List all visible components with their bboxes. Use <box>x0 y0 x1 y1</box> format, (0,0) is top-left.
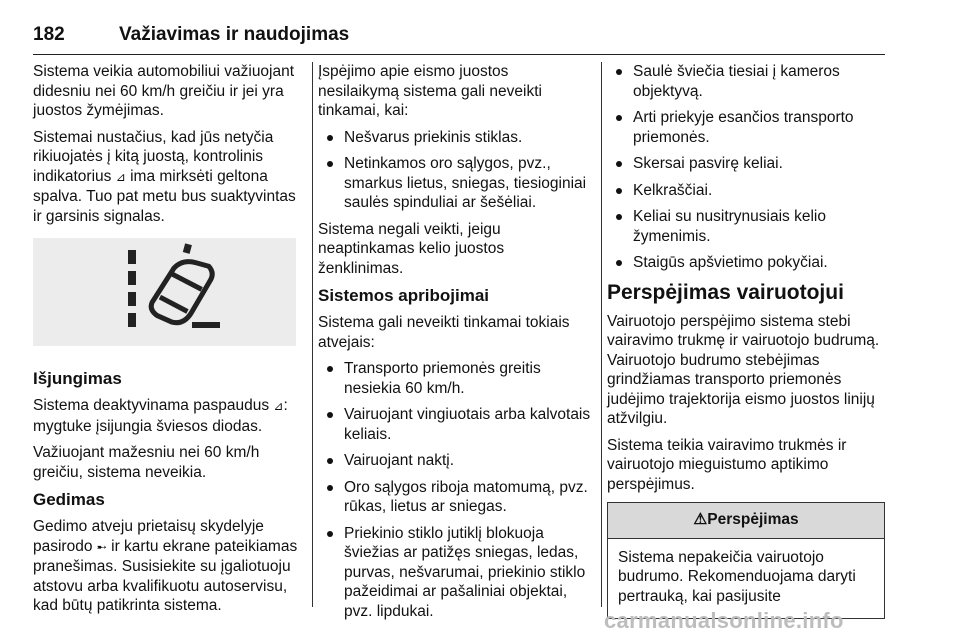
paragraph <box>33 396 301 436</box>
page-header <box>33 18 885 55</box>
section-heading: Gedimas <box>33 490 105 509</box>
list-item: Priekinio stiklo jutiklį blokuoja šviežias ar patižęs sniegas, ledas, purvas, nešvarumai, priekinio stiklo pažeidimai ar pašaliniai objektai, pvz. lipdukai. <box>318 524 593 622</box>
list-item: Vairuojant vingiuotais arba kalvotais keliais. <box>318 405 593 444</box>
lane-departure-icon <box>33 238 296 346</box>
warning-title: Perspėjimas <box>707 511 799 528</box>
paragraph <box>33 517 301 616</box>
list-item: Nešvarus priekinis stiklas. <box>318 128 593 148</box>
list-item: Skersai pasvirę keliai. <box>607 154 887 174</box>
fault-indicator-icon: ➸ <box>96 539 107 554</box>
warning-text: Sistema nepakeičia vairuotojo budrumo. Rekomenduojama daryti pertrauką, kai pasijusite <box>618 548 856 605</box>
text: Sistema deaktyvinama paspaudus <box>33 397 274 414</box>
list-item: Transporto priemonės greitis nesiekia 60 km/h. <box>318 359 593 398</box>
column-divider <box>312 62 313 607</box>
column-2 <box>318 62 593 628</box>
text: : mygtuke įsijungia šviesos diodas. <box>33 397 288 435</box>
warning-icon: ⚠ <box>693 511 708 528</box>
list-item: Oro sąlygos riboja matomumą, pvz. rūkas, lietus ar sniegas. <box>318 478 593 517</box>
lane-assist-icon: ⊿ <box>273 399 284 413</box>
list-item: Vairuojant naktį. <box>318 451 593 471</box>
section-heading: Išjungimas <box>33 369 122 388</box>
paragraph: Važiuojant mažesniu nei 60 km/h greičiu, sistema neveikia. <box>33 444 260 481</box>
watermark: carmanualsonline.info <box>604 608 844 633</box>
paragraph: Sistema negali veikti, jeigu neaptinkamas kelio juostos ženklinimas. <box>318 220 505 277</box>
bullet-list <box>607 62 887 273</box>
section-heading: Perspėjimas vairuotojui <box>607 280 844 304</box>
chapter-title: Važiavimas ir naudojimas <box>119 24 350 45</box>
warning-box <box>607 502 885 619</box>
text: Sistemai nustačius, kad jūs netyčia rikiuojatės į kitą juostą, kontrolinis indikatorius <box>33 128 274 185</box>
bullet-list <box>318 359 593 621</box>
list-item: Keliai su nusitrynusiais kelio žymenimis. <box>607 207 887 246</box>
list-item: Netinkamos oro sąlygos, pvz., smarkus lietus, sniegas, tiesioginiai saulės spinduliai ar šešėliai. <box>318 154 593 213</box>
column-divider <box>601 62 602 607</box>
text: ima mirksėti geltona spalva. Tuo pat metu bus suaktyvintas ir garsinis signalas. <box>33 167 296 225</box>
paragraph <box>33 128 301 227</box>
column-3 <box>607 62 887 619</box>
list-item: Arti priekyje esančios transporto priemonės. <box>607 108 887 147</box>
paragraph: Sistema gali neveikti tinkamai tokiais atvejais: <box>318 314 570 351</box>
paragraph: Įspėjimo apie eismo juostos nesilaikymą sistema gali neveikti tinkamai, kai: <box>318 63 542 119</box>
lane-departure-figure <box>33 238 296 346</box>
section-heading: Sistemos apribojimai <box>318 286 489 305</box>
list-item: Staigūs apšvietimo pokyčiai. <box>607 253 887 273</box>
text: ir kartu ekrane pateikiamas pranešimas. Susisiekite su įgaliotuoju atstovu arba kvalifikuotu autoservisu, kad būtų patikrinta sistema. <box>33 537 298 614</box>
warning-header <box>608 503 884 539</box>
page-number: 182 <box>33 24 65 45</box>
list-item: Kelkraščiai. <box>607 181 887 201</box>
column-1 <box>33 62 301 623</box>
list-item: Saulė šviečia tiesiai į kameros objektyvą. <box>607 62 887 101</box>
paragraph: Sistema veikia automobiliui važiuojant didesniu nei 60 km/h greičiu ir jei yra juostos žymėjimas. <box>33 63 295 119</box>
lane-assist-icon: ⊿ <box>115 169 126 184</box>
paragraph: Vairuotojo perspėjimo sistema stebi vairavimo trukmę ir vairuotojo budrumą. Vairuotojo budrumo stebėjimas grindžiamas transporto priemonės judėjimo trajektorija eismo juostos linijų atžvilgiu. <box>607 312 880 427</box>
text: Gedimo atveju prietaisų skydelyje pasirodo <box>33 518 264 555</box>
paragraph: Sistema teikia vairavimo trukmės ir vairuotojo mieguistumo aptikimo perspėjimus. <box>607 436 847 493</box>
bullet-list <box>318 128 593 213</box>
